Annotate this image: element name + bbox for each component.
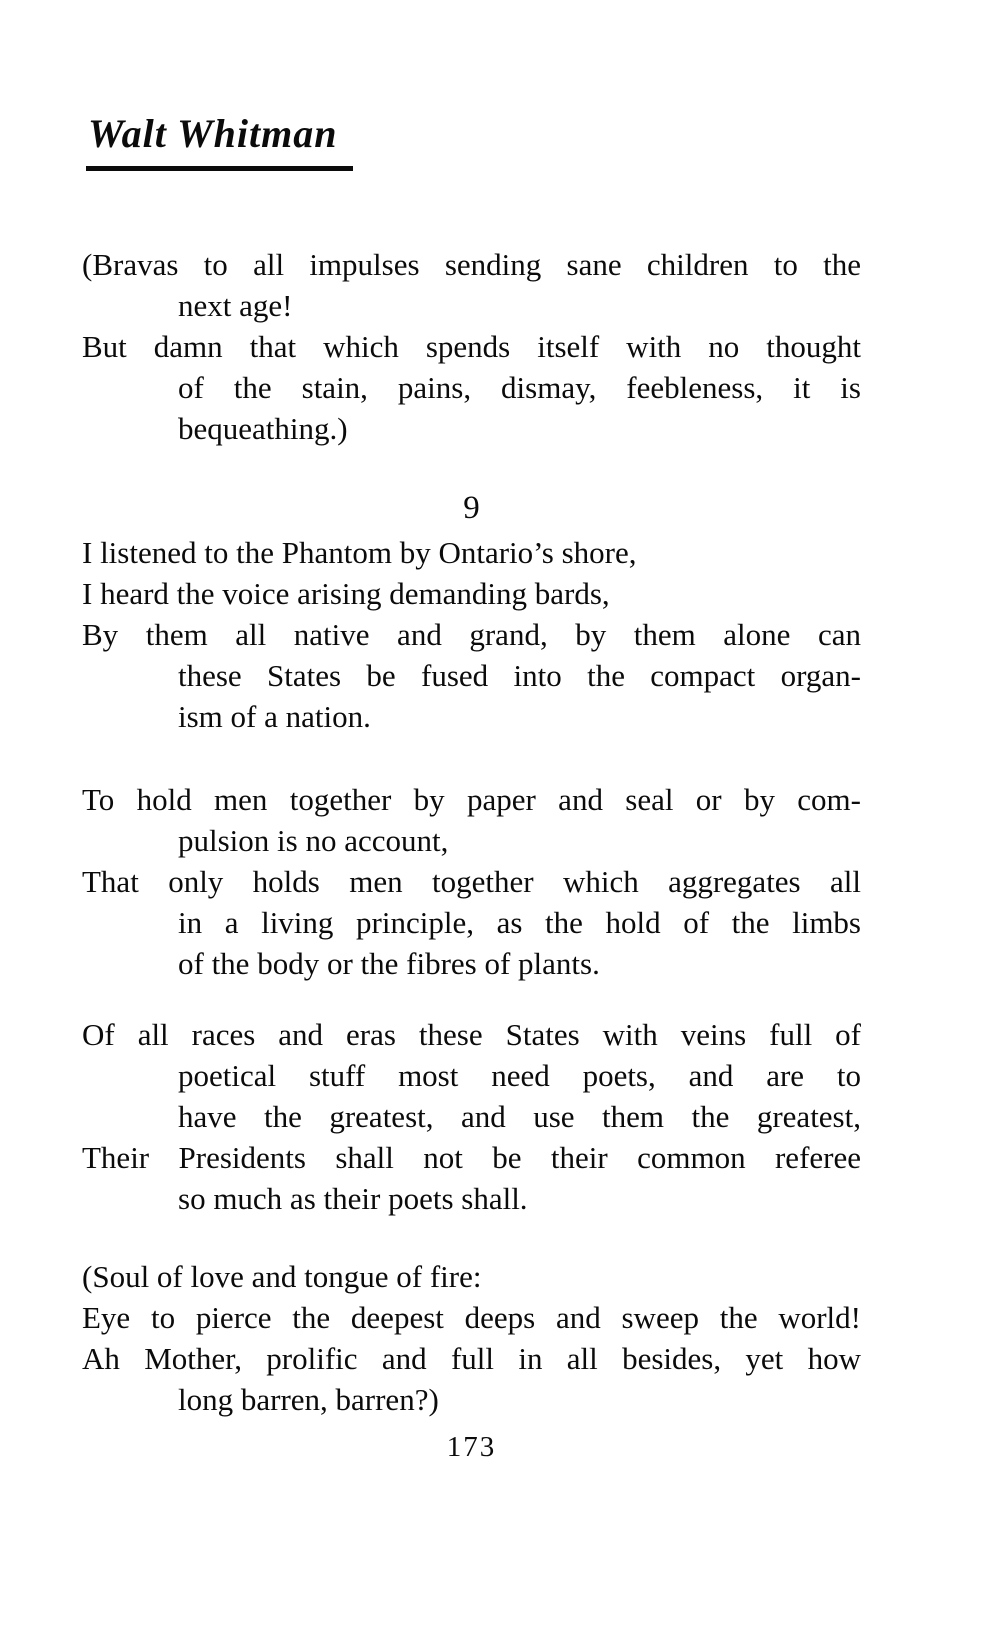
poem-line: Of all races and eras these States with veins full of	[82, 1017, 861, 1052]
poem-line: in a living principle, as the hold of the limbs	[178, 905, 861, 940]
poem-line: But damn that which spends itself with no thought	[82, 329, 861, 364]
poem-line: Their Presidents shall not be their common referee	[82, 1140, 861, 1175]
poem-line: That only holds men together which aggregates all	[82, 864, 861, 899]
poem-line: long barren, barren?)	[178, 1382, 439, 1417]
poem-line: so much as their poets shall.	[178, 1181, 528, 1216]
page-number: 173	[446, 1431, 497, 1463]
poem-line: of the body or the fibres of plants.	[178, 946, 600, 981]
poem-line: (Bravas to all impulses sending sane children to the	[82, 247, 861, 282]
poem-line: ism of a nation.	[178, 699, 371, 734]
poem-line: I listened to the Phantom by Ontario’s shore,	[82, 535, 637, 570]
poem-stanza	[82, 1014, 861, 1219]
header-underline-rule	[86, 166, 353, 171]
poem-line: have the greatest, and use them the greatest,	[178, 1099, 861, 1134]
poem-line: bequeathing.)	[178, 411, 348, 446]
poem-line: poetical stuff most need poets, and are to	[178, 1058, 861, 1093]
poem-line: Ah Mother, prolific and full in all besides, yet how	[82, 1341, 861, 1376]
poem-stanza	[82, 779, 861, 984]
poem-line: Eye to pierce the deepest deeps and sweep the world!	[82, 1300, 861, 1335]
poem-line: (Soul of love and tongue of fire:	[82, 1259, 482, 1294]
page-title: Walt Whitman	[88, 111, 338, 156]
poem-line: By them all native and grand, by them alone can	[82, 617, 861, 652]
poem-stanza	[82, 1256, 861, 1420]
poem-line: these States be fused into the compact organ-	[178, 658, 861, 693]
poem-line: of the stain, pains, dismay, feebleness, it is	[178, 370, 861, 405]
poem-stanza	[82, 532, 861, 737]
poem-line: To hold men together by paper and seal or by com-	[82, 782, 861, 817]
poem-line: I heard the voice arising demanding bards,	[82, 576, 610, 611]
poem-line: next age!	[178, 288, 293, 323]
poem-line: pulsion is no account,	[178, 823, 449, 858]
poem-stanza	[82, 244, 861, 449]
section-number: 9	[463, 490, 480, 526]
